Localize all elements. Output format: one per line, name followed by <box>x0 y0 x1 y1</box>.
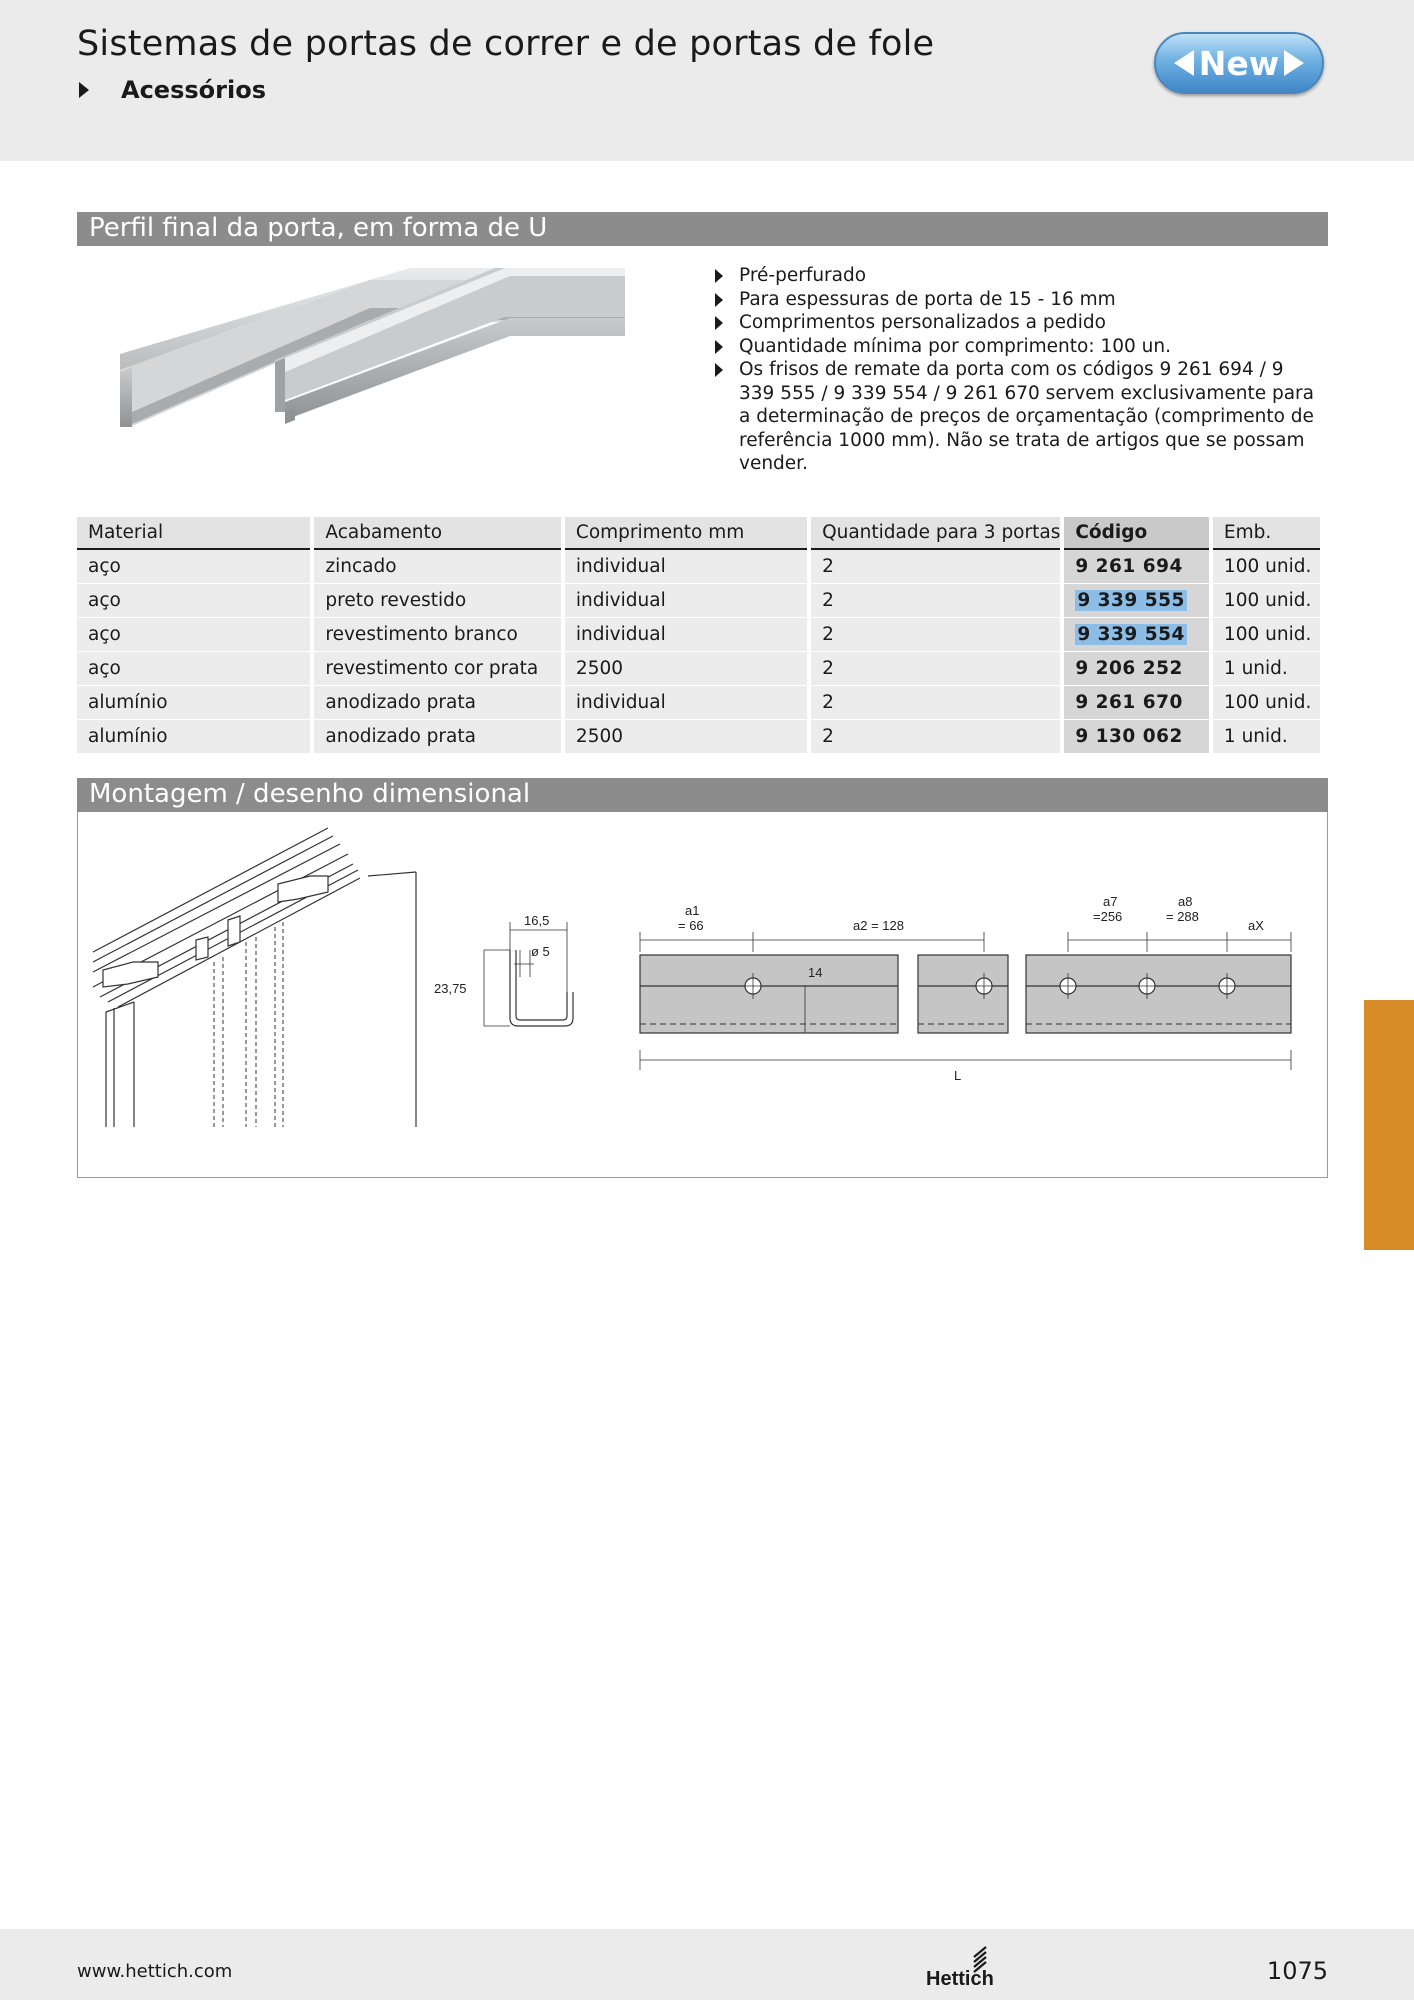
highlighted-code: 9 339 554 <box>1077 624 1185 645</box>
dimension-drawing <box>78 812 1329 1178</box>
depth-label: 14 <box>808 965 823 980</box>
breadcrumb <box>79 76 266 104</box>
cell-material: alumínio <box>77 686 310 720</box>
cell-material: aço <box>77 550 310 584</box>
arrow-right-icon <box>79 82 89 98</box>
cell-finish: anodizado prata <box>314 720 561 754</box>
website-link[interactable]: www.hettich.com <box>77 1961 233 1982</box>
product-section-title: Perfil final da porta, em forma de U <box>89 213 548 243</box>
a8-value-label: = 288 <box>1166 909 1199 924</box>
new-badge <box>1154 32 1324 94</box>
table-row <box>77 584 1320 618</box>
feature-item: Pré-perfurado <box>714 264 1324 288</box>
length-label: L <box>954 1068 962 1083</box>
arrow-left-icon <box>1174 50 1194 76</box>
cell-material: aço <box>77 584 310 618</box>
a7-name-label: a7 <box>1103 894 1118 909</box>
svg-text:Hettich: Hettich <box>926 1968 994 1990</box>
cell-code: 9 261 694 <box>1064 550 1209 584</box>
column-header-material: Material <box>77 517 310 550</box>
u-profile-section <box>484 922 573 1026</box>
page-header <box>0 0 1414 161</box>
arrow-right-icon <box>1284 50 1304 76</box>
page-title: Sistemas de portas de correr e de portas de fole <box>77 24 935 64</box>
cell-quantity: 2 <box>811 652 1060 686</box>
profile-width-label: 16,5 <box>524 913 550 928</box>
cell-material: aço <box>77 618 310 652</box>
u-profile-product-image <box>80 262 680 462</box>
hettich-logo <box>924 1943 1004 1993</box>
cell-code: 9 206 252 <box>1064 652 1209 686</box>
cell-length: individual <box>565 584 807 618</box>
cell-pack: 1 unid. <box>1213 720 1320 754</box>
cell-code: 9 261 670 <box>1064 686 1209 720</box>
a7-value-label: =256 <box>1093 909 1123 924</box>
feature-list <box>714 264 1324 476</box>
cell-quantity: 2 <box>811 584 1060 618</box>
cell-pack: 100 unid. <box>1213 550 1320 584</box>
table-row <box>77 720 1320 754</box>
cell-quantity: 2 <box>811 720 1060 754</box>
cell-length: 2500 <box>565 652 807 686</box>
table-header-row <box>77 517 1320 550</box>
ax-label: aX <box>1248 918 1264 933</box>
cell-finish: zincado <box>314 550 561 584</box>
cell-quantity: 2 <box>811 550 1060 584</box>
cell-code <box>1064 584 1209 618</box>
cell-finish: revestimento cor prata <box>314 652 561 686</box>
cell-quantity: 2 <box>811 686 1060 720</box>
column-header-quantity: Quantidade para 3 portas <box>811 517 1060 550</box>
drawing-section-header <box>77 778 1328 812</box>
new-badge-label: New <box>1198 43 1280 83</box>
product-table <box>73 517 1324 754</box>
drawing-section-title: Montagem / desenho dimensional <box>89 779 531 809</box>
column-header-length: Comprimento mm <box>565 517 807 550</box>
cell-finish: preto revestido <box>314 584 561 618</box>
cell-material: alumínio <box>77 720 310 754</box>
bullet-arrow-icon <box>715 269 723 283</box>
table-row <box>77 550 1320 584</box>
a1-value-label: = 66 <box>678 918 704 933</box>
product-section-header <box>77 212 1328 246</box>
cell-length: individual <box>565 618 807 652</box>
cell-pack: 1 unid. <box>1213 652 1320 686</box>
feature-item: Quantidade mínima por comprimento: 100 un. <box>714 335 1324 359</box>
column-header-finish: Acabamento <box>314 517 561 550</box>
a8-name-label: a8 <box>1178 894 1193 909</box>
profile-height-label: 23,75 <box>434 981 467 996</box>
table-row <box>77 686 1320 720</box>
bullet-arrow-icon <box>715 363 723 377</box>
feature-item: Os frisos de remate da porta com os códigos 9 261 694 / 9 339 555 / 9 339 554 / 9 261 670 servem exclusivamente para a determinação de preços de orçamentação (comprimento de referência 1000 mm). Não se trata de artigos que se possam vender. <box>714 358 1324 476</box>
cell-pack: 100 unid. <box>1213 686 1320 720</box>
installation-sketch <box>93 828 416 1127</box>
page-subtitle: Acessórios <box>121 76 266 104</box>
table-row <box>77 618 1320 652</box>
table-row <box>77 652 1320 686</box>
a1-name-label: a1 <box>685 903 700 918</box>
cell-material: aço <box>77 652 310 686</box>
dimension-drawing-frame <box>77 812 1328 1178</box>
profile-hole-label: ø 5 <box>531 944 550 959</box>
bullet-arrow-icon <box>715 340 723 354</box>
page-footer <box>0 1929 1414 2000</box>
cell-length: individual <box>565 686 807 720</box>
drilled-bar-drawing <box>640 932 1291 1070</box>
cell-code: 9 130 062 <box>1064 720 1209 754</box>
highlighted-code: 9 339 555 <box>1077 590 1185 611</box>
chapter-tab <box>1364 1000 1414 1250</box>
bullet-arrow-icon <box>715 293 723 307</box>
feature-item: Para espessuras de porta de 15 - 16 mm <box>714 288 1324 312</box>
column-header-code: Código <box>1064 517 1209 550</box>
cell-length: individual <box>565 550 807 584</box>
cell-length: 2500 <box>565 720 807 754</box>
cell-pack: 100 unid. <box>1213 584 1320 618</box>
cell-code <box>1064 618 1209 652</box>
cell-pack: 100 unid. <box>1213 618 1320 652</box>
cell-finish: anodizado prata <box>314 686 561 720</box>
column-header-pack: Emb. <box>1213 517 1320 550</box>
feature-item: Comprimentos personalizados a pedido <box>714 311 1324 335</box>
bullet-arrow-icon <box>715 316 723 330</box>
page-number: 1075 <box>1266 1957 1328 1985</box>
cell-finish: revestimento branco <box>314 618 561 652</box>
a2-label: a2 = 128 <box>853 918 904 933</box>
cell-quantity: 2 <box>811 618 1060 652</box>
